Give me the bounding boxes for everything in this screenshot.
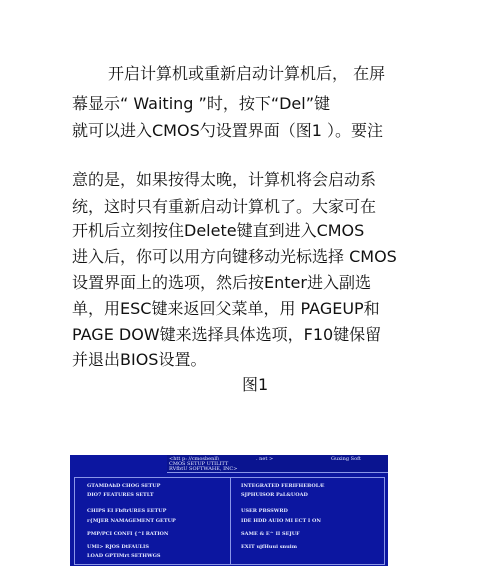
bios-menu-item: r{MJER NAMAGEMENT GETUP	[87, 518, 176, 524]
paragraph-line-9: 单，用ESC键来返回父菜单，用 PAGEUP和	[72, 299, 380, 318]
bios-menu-item: UMI> RJOS DtFAULIS	[87, 544, 149, 550]
bios-menu-item: EXIT ujfHuui snuim	[241, 544, 297, 550]
figure-caption: 图1	[242, 375, 269, 394]
bios-menu-divider	[230, 478, 231, 564]
bios-screenshot	[70, 455, 388, 566]
bios-menu-item: SJPHUISOR PaL&UOAD	[241, 492, 308, 498]
paragraph-line-5: 统，这时只有重新启动计算机了。大家可在	[72, 197, 377, 216]
paragraph-line-7: 进入后，你可以用方向键移动光标选择 CMOS	[72, 247, 397, 266]
paragraph-line-3: 就可以进入CMOS勺设置界面（图1 ）。要注	[72, 121, 383, 140]
paragraph-line-10: PAGE DOW键来选择具体选项，F10键保留	[72, 325, 382, 344]
bios-header-site: <htt p: //cmosbenll\	[169, 456, 220, 462]
bios-menu-item: GTAMDAhD CHOG SETUP	[87, 483, 161, 489]
bios-header	[167, 455, 388, 473]
paragraph-line-8: 设置界面上的选项，然后按Enter进入副选	[72, 273, 371, 292]
bios-header-subtitle: RVfbtU SOFTWAHE, INC>	[169, 466, 238, 472]
bios-menu-item: IDE HDD AUIO MI ECT I ON	[241, 518, 321, 524]
paragraph-line-11: 并退出BIOS设置。	[72, 350, 207, 369]
paragraph-line-6: 开机后立刻按住Delete键直到进入CMOS	[72, 221, 365, 240]
bios-menu-item: INTEGRATED FERIFHEBOLÆ	[241, 483, 325, 489]
bios-menu	[74, 477, 385, 565]
bios-header-net: . net >	[256, 456, 274, 462]
bios-header-brand: Guxing Soft	[331, 456, 361, 462]
bios-menu-item: DIO7 FEATURES SETLT	[87, 492, 154, 498]
bios-menu-item: CHIPS EI FbftrURES EETUP	[87, 508, 167, 514]
paragraph-line-2: 幕显示“ Waiting ”时，按下“Del”键	[72, 94, 331, 113]
bios-header-title: CMOS SETUP UTILITT	[169, 461, 229, 467]
paragraph-line-1: 开启计算机或重新启动计算机后， 在屏	[108, 64, 386, 83]
paragraph-line-4: 意的是，如果按得太晚，计算机将会启动系	[72, 170, 377, 189]
bios-menu-item: LOAD GPTIMrt SETHWGS	[87, 553, 161, 559]
bios-menu-item: PMP/PCI CONFI {^I RATION	[87, 531, 169, 537]
bios-menu-item: USER PBSSWRD	[241, 508, 288, 514]
bios-menu-item: SAME & E^ II SEJUF	[241, 531, 300, 537]
